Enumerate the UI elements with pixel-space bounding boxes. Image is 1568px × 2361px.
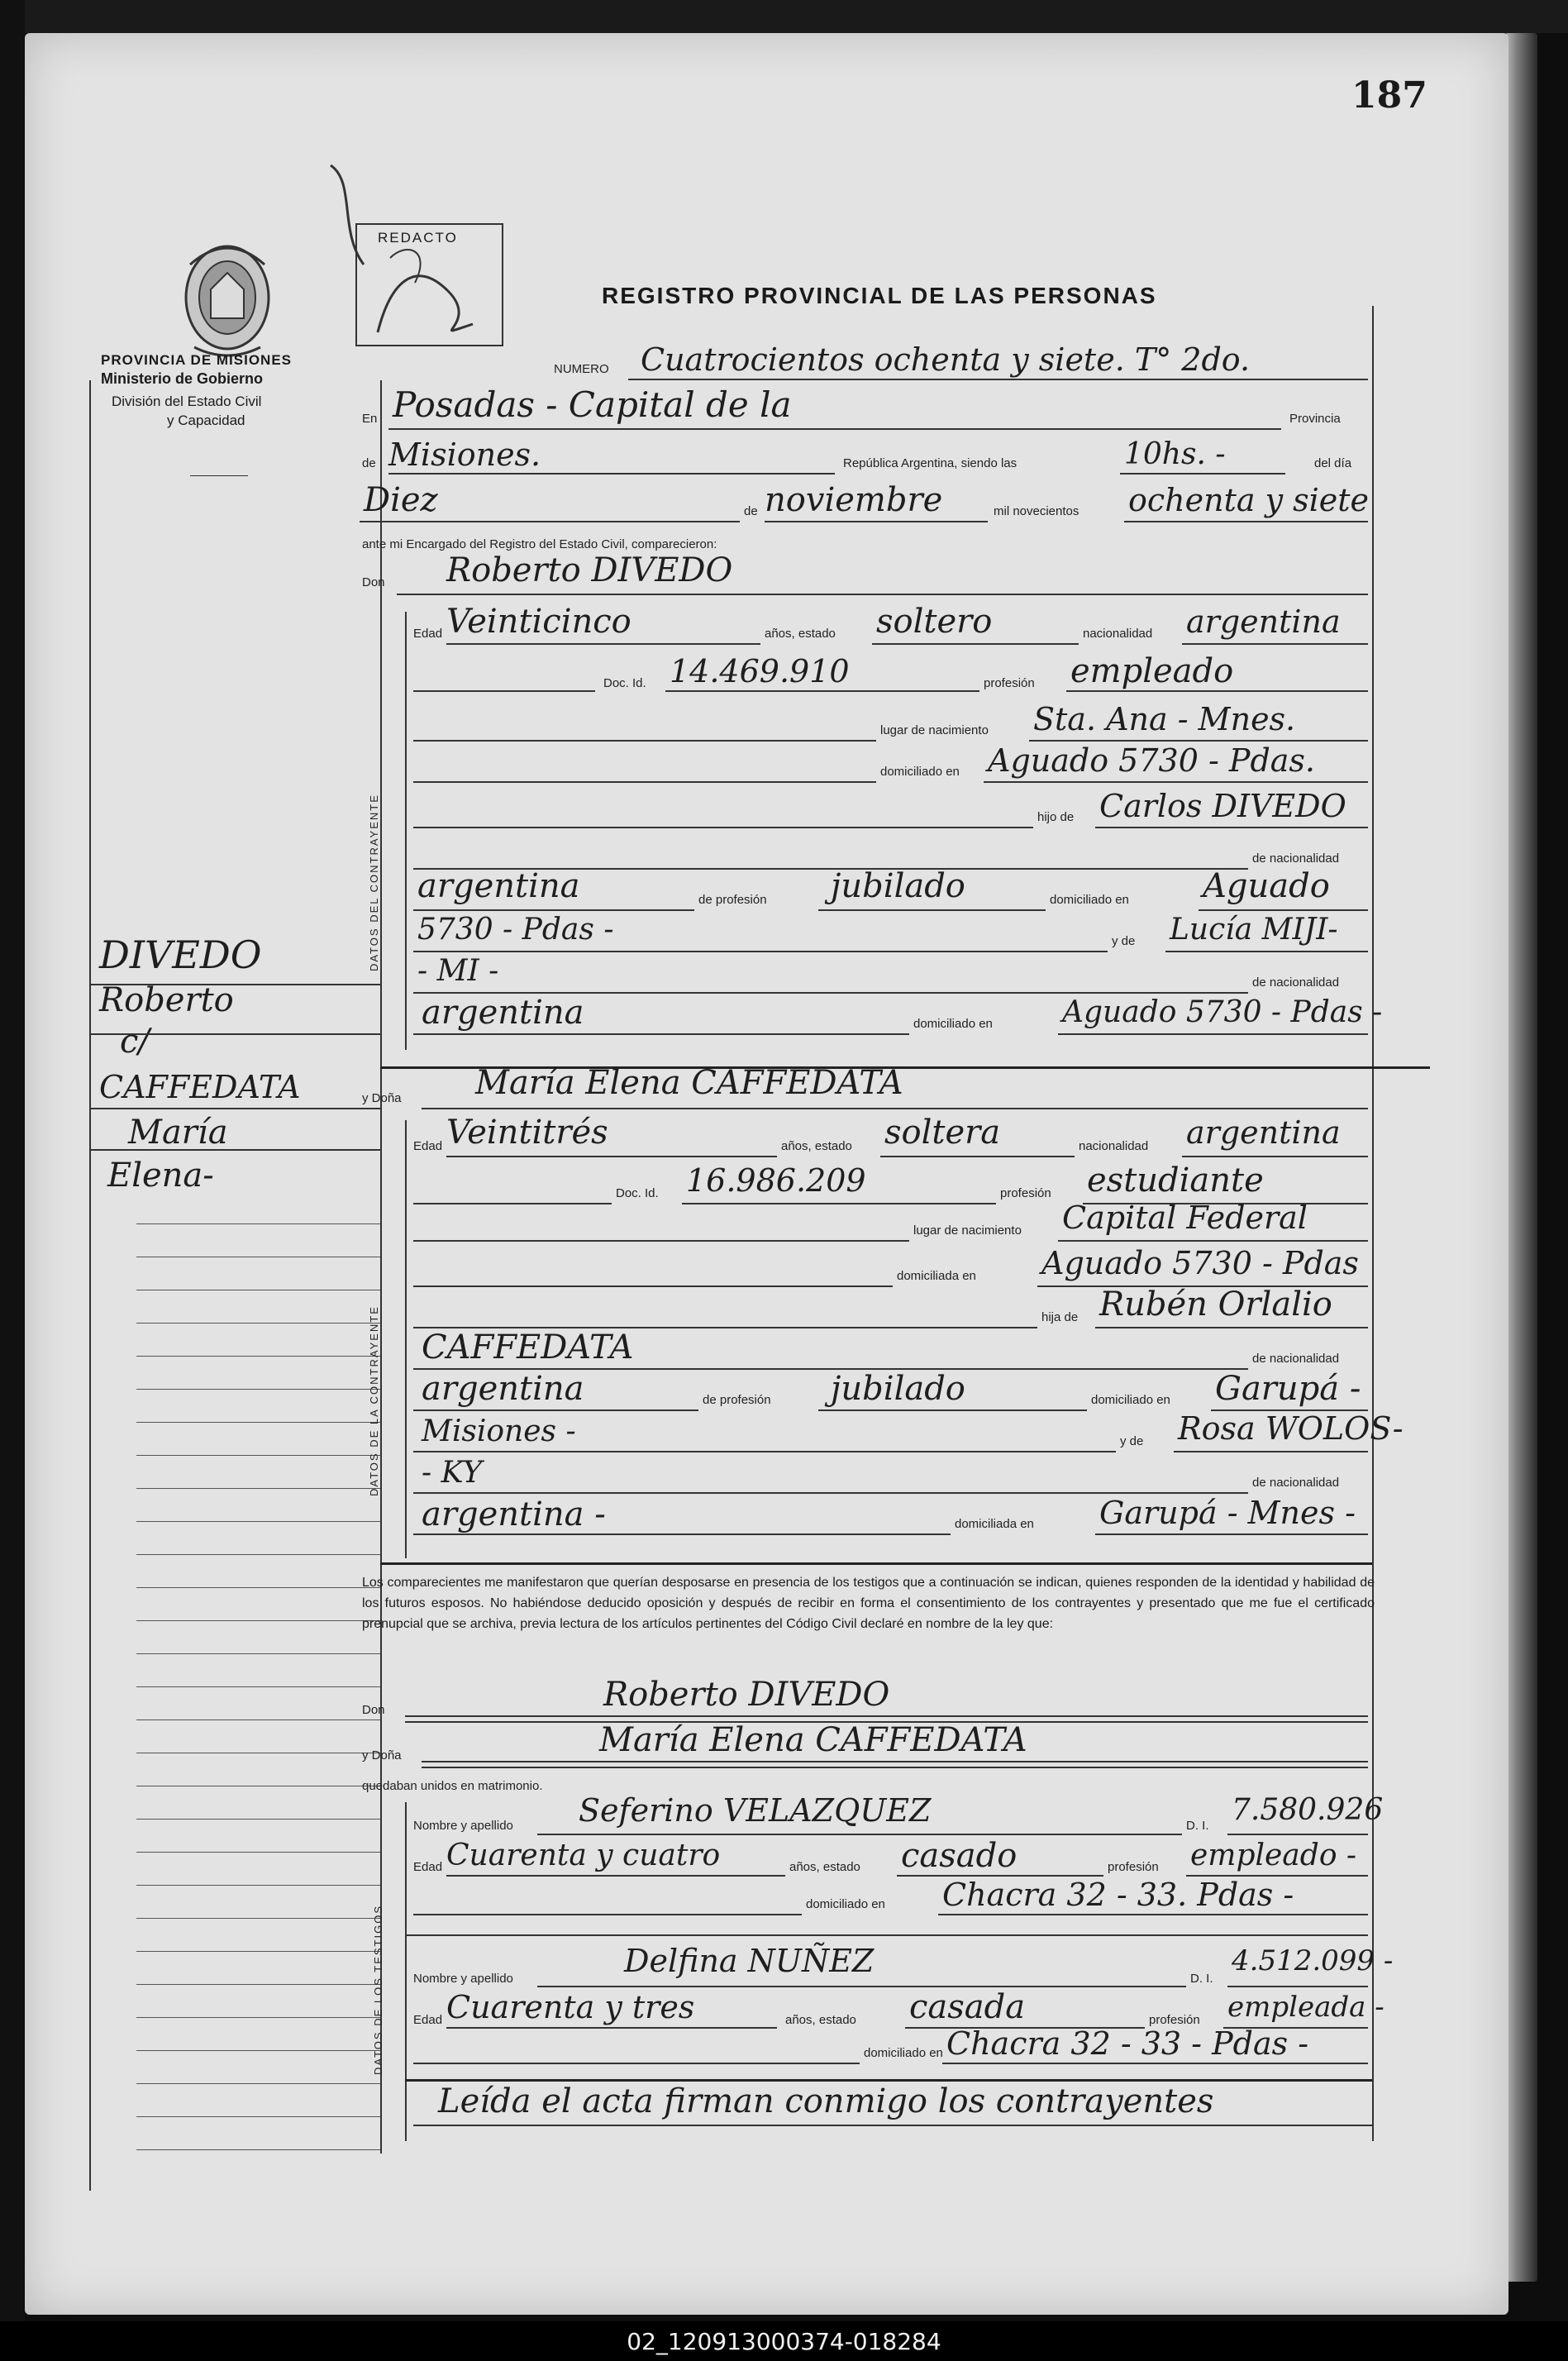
field-line <box>872 643 1079 645</box>
field-line <box>413 781 876 783</box>
margin-ruled-line <box>136 1422 380 1423</box>
margin-ruled-line <box>136 1455 380 1456</box>
margin-ruled-line <box>136 1719 380 1720</box>
field-line <box>413 951 1108 952</box>
entry-madre-1-nacionalidad: argentina <box>422 994 584 1032</box>
label-republica: República Argentina, siendo las <box>843 456 1018 470</box>
field-line <box>765 521 988 522</box>
entry-madre-2-nacionalidad: argentina - <box>422 1495 606 1533</box>
declaration-paragraph: Los comparecientes me manifestaron que querían desposarse en presencia de los testigos que a continuación se indican, quienes responden de la identidad y habilidad de los futuros esposos. No habiéndose deducido oposición y después de recibir en forma el consentimiento de los contrayentes y presentado que me fue el certificado prenupcial que se archiva, previa lectura de los artículos pertinentes del Código Civil declaré en nombre de la ley que: <box>362 1576 1375 1631</box>
entry-numero: Cuatrocientos ochenta y siete. T° 2do. <box>641 341 1251 378</box>
form-right-border <box>1372 306 1374 2141</box>
field-line <box>405 1934 1368 1936</box>
margin-ruled-line <box>136 1852 380 1853</box>
label-mil-novecientos: mil novecientos <box>994 504 1079 518</box>
label-nacionalidad: nacionalidad <box>1083 627 1153 641</box>
field-line <box>942 2063 1368 2064</box>
label-domiciliada: domiciliada en <box>897 1269 976 1283</box>
label-lugar-nacimiento: lugar de nacimiento <box>880 723 989 737</box>
field-line <box>1124 521 1368 522</box>
margin-note-line-1: DIVEDO <box>99 932 262 977</box>
section-divider <box>405 612 407 1050</box>
margin-divider <box>380 380 382 2154</box>
label-profesion-2: profesión <box>1000 1186 1051 1200</box>
stamp-scribble <box>357 225 502 345</box>
entry-testigo-2-nombre: Delfina NUÑEZ <box>624 1943 875 1979</box>
label-provincia: Provincia <box>1289 412 1341 426</box>
label-de-nacionalidad-4: de nacionalidad <box>1252 1476 1340 1490</box>
label-profesion: profesión <box>984 676 1035 690</box>
header-division: División del Estado Civil <box>112 394 262 409</box>
margin-note-line-2: Roberto <box>99 981 234 1019</box>
label-de-mes: de <box>744 504 758 518</box>
entry-anio: ochenta y siete <box>1128 482 1370 518</box>
margin-ruled-line <box>136 1951 380 1952</box>
label-de-profesion: de profesión <box>698 893 767 907</box>
section-divider <box>405 1802 407 2141</box>
field-line <box>665 690 979 692</box>
entry-profesion-1: empleado <box>1070 652 1234 690</box>
entry-domicilio-2: Aguado 5730 - Pdas <box>1041 1245 1359 1281</box>
entry-nacionalidad-2: argentina <box>1186 1114 1341 1151</box>
label-ante-mi: ante mi Encargado del Registro del Estado Civil, comparecieron: <box>362 537 717 551</box>
field-line <box>413 2125 1372 2126</box>
entry-padre-2-domicilio-2: Misiones - <box>422 1414 576 1448</box>
entry-padre-1: Carlos DIVEDO <box>1099 788 1346 824</box>
entry-madre-1a: Lucía MIJI- <box>1170 913 1338 947</box>
entry-testigo-2-di: 4.512.099 - <box>1232 1944 1394 1977</box>
entry-estado-1: soltero <box>876 603 993 641</box>
field-line <box>413 740 876 742</box>
label-anos-estado-2: años, estado <box>781 1139 852 1153</box>
field-line <box>446 1156 777 1157</box>
label-anos-estado-4: años, estado <box>785 2013 856 2027</box>
margin-ruled-line <box>136 1223 380 1224</box>
entry-testigo-1-edad: Cuarenta y cuatro <box>446 1839 721 1872</box>
entry-edad-1: Veinticinco <box>446 603 631 641</box>
label-de-nacionalidad-2: de nacionalidad <box>1252 975 1340 990</box>
label-nombre-apellido-2: Nombre y apellido <box>413 1972 513 1986</box>
entry-dona: María Elena CAFFEDATA <box>475 1064 903 1102</box>
margin-ruled-line <box>136 2050 380 2051</box>
entry-madre-1-domicilio: Aguado 5730 - Pdas - <box>1062 995 1383 1029</box>
label-y-de-2: y de <box>1120 1434 1144 1448</box>
field-line <box>1120 473 1285 475</box>
field-line <box>413 1409 698 1411</box>
document-title: REGISTRO PROVINCIAL DE LAS PERSONAS <box>602 283 1157 308</box>
register-page <box>25 33 1508 2315</box>
margin-ruled-line <box>136 1620 380 1621</box>
field-line <box>413 909 694 911</box>
label-domiciliado-5: domiciliado en <box>806 1897 885 1911</box>
label-y-de: y de <box>1112 934 1136 948</box>
label-lugar-nacimiento-2: lugar de nacimiento <box>913 1223 1022 1238</box>
margin-ruled-line <box>136 1356 380 1357</box>
entry-doc-2: 16.986.209 <box>686 1162 866 1199</box>
margin-ruled-line <box>136 2116 380 2117</box>
field-line <box>1095 1533 1368 1535</box>
field-line <box>360 521 740 522</box>
label-domiciliado: domiciliado en <box>880 765 960 779</box>
label-de-profesion-2: de profesión <box>703 1393 771 1407</box>
entry-hora: 10hs. - <box>1124 437 1226 471</box>
field-line <box>1095 827 1368 828</box>
label-del-dia: del día <box>1314 456 1352 470</box>
entry-testigo-2-domicilio: Chacra 32 - 33 - Pdas - <box>946 2025 1309 2062</box>
margin-ruled-line <box>136 2017 380 2018</box>
label-di-2: D. I. <box>1190 1972 1213 1986</box>
field-line <box>1182 1156 1368 1157</box>
header-ministry: Ministerio de Gobierno <box>101 370 264 387</box>
entry-dia: Diez <box>364 481 438 519</box>
margin-ruled-line <box>136 1984 380 1985</box>
entry-madre-2a: Rosa WOLOS- <box>1178 1410 1404 1447</box>
margin-ruled-line <box>136 1885 380 1886</box>
field-line <box>628 379 1368 380</box>
field-line <box>446 643 760 645</box>
margin-cell-line <box>89 1033 380 1035</box>
entry-testigo-1-di: 7.580.926 <box>1232 1793 1384 1827</box>
label-domiciliado-3: domiciliado en <box>913 1017 993 1031</box>
field-line <box>388 473 835 475</box>
margin-cell-line <box>89 984 380 985</box>
label-y-dona: y Doña <box>362 1091 402 1105</box>
entry-de: Misiones. <box>388 436 541 473</box>
label-y-dona-2: y Doña <box>362 1748 402 1762</box>
label-anos-estado: años, estado <box>765 627 836 641</box>
field-line <box>413 1203 612 1204</box>
margin-ruled-line <box>136 1554 380 1555</box>
field-line <box>413 1240 909 1242</box>
field-line <box>682 1203 996 1204</box>
entry-padre-2-profesion: jubilado <box>831 1370 965 1408</box>
entry-padre-2-domicilio-1: Garupá - <box>1215 1370 1361 1408</box>
entry-testigo-2-estado: casada <box>909 1988 1026 2026</box>
field-line <box>413 1914 802 1915</box>
margin-cell-line <box>89 1149 380 1151</box>
entry-edad-2: Veintitrés <box>446 1114 608 1152</box>
label-doc-id-2: Doc. Id. <box>616 1186 659 1200</box>
field-line <box>818 909 1046 911</box>
section-separator <box>405 2079 1372 2082</box>
label-domiciliado-4: domiciliado en <box>1091 1393 1170 1407</box>
page-number: 187 <box>1351 74 1427 117</box>
margin-ruled-line <box>136 2149 380 2150</box>
entry-padre-1-domicilio-2: 5730 - Pdas - <box>417 913 614 947</box>
field-line <box>818 1409 1087 1411</box>
label-de: de <box>362 456 376 470</box>
field-line <box>413 690 595 692</box>
field-line <box>880 1156 1075 1157</box>
entry-closing: Leída el acta firman conmigo los contrayentes <box>438 2082 1214 2120</box>
footer-bar <box>0 2321 1568 2361</box>
field-line <box>422 1761 1368 1762</box>
header-province: PROVINCIA DE MISIONES <box>101 352 293 368</box>
margin-ruled-line <box>136 1819 380 1820</box>
margin-note-line-3: c/ <box>120 1023 150 1061</box>
field-line <box>413 1285 893 1287</box>
entry-profesion-2: estudiante <box>1087 1161 1264 1200</box>
field-line <box>537 1986 1186 1987</box>
entry-padre-1-nacionalidad: argentina <box>417 867 580 905</box>
coat-of-arms-icon <box>174 231 281 364</box>
field-line <box>422 1767 1368 1768</box>
field-line <box>1174 1451 1368 1452</box>
entry-nacionalidad-1: argentina <box>1186 603 1341 640</box>
field-line <box>1058 1033 1368 1035</box>
margin-ruled-line <box>136 1653 380 1654</box>
entry-padre-2-nacionalidad: argentina <box>422 1370 584 1408</box>
margin-ruled-line <box>136 1389 380 1390</box>
margin-note-line-4: CAFFEDATA <box>99 1069 301 1105</box>
field-line <box>413 1533 951 1535</box>
entry-testigo-2-profesion: empleada - <box>1227 1991 1385 2024</box>
field-line <box>413 1451 1116 1452</box>
label-di: D. I. <box>1186 1819 1209 1833</box>
margin-ruled-line <box>136 1488 380 1489</box>
label-don-2: Don <box>362 1703 385 1717</box>
header-divider <box>190 475 248 476</box>
entry-madre-2-domicilio: Garupá - Mnes - <box>1099 1495 1356 1531</box>
label-domiciliado-2: domiciliado en <box>1050 893 1129 907</box>
entry-lugar-2: Capital Federal <box>1062 1200 1308 1236</box>
entry-madre-2b: - KY <box>422 1456 483 1490</box>
margin-note-line-6: Elena- <box>107 1157 214 1195</box>
label-hija-de: hija de <box>1041 1310 1079 1324</box>
book-binding-right <box>1504 33 1537 2282</box>
margin-ruled-line <box>136 1587 380 1588</box>
entry-declared-don: Roberto DIVEDO <box>603 1676 890 1714</box>
footer-id: 02_120913000374-018284 <box>627 2328 941 2355</box>
field-line <box>1199 909 1368 911</box>
section-divider <box>405 1120 407 1558</box>
left-margin-line <box>89 380 91 2191</box>
entry-lugar-1: Sta. Ana - Mnes. <box>1033 701 1296 737</box>
field-line <box>413 827 1033 828</box>
section-label-contrayenta: DATOS DE LA CONTRAYENTE <box>368 1305 380 1496</box>
entry-don: Roberto DIVEDO <box>446 551 733 589</box>
section-separator <box>380 1562 1372 1565</box>
entry-testigo-1-nombre: Seferino VELAZQUEZ <box>579 1792 932 1829</box>
field-line <box>413 2063 860 2064</box>
label-don: Don <box>362 575 385 589</box>
margin-ruled-line <box>136 2083 380 2084</box>
margin-ruled-line <box>136 1521 380 1522</box>
stamp-signature-stroke <box>322 157 372 273</box>
entry-declared-dona: María Elena CAFFEDATA <box>599 1721 1027 1759</box>
entry-padre-1-profesion: jubilado <box>831 867 965 905</box>
entry-testigo-1-domicilio: Chacra 32 - 33. Pdas - <box>942 1877 1294 1913</box>
field-line <box>422 1108 1368 1109</box>
entry-mes: noviembre <box>765 481 943 519</box>
field-line <box>446 2027 777 2029</box>
top-background <box>0 0 1568 33</box>
field-line <box>413 1492 1248 1494</box>
label-profesion-3: profesión <box>1108 1860 1159 1874</box>
label-de-nacionalidad: de nacionalidad <box>1252 851 1340 866</box>
label-edad-4: Edad <box>413 2013 443 2027</box>
label-domiciliado-6: domiciliado en <box>864 2046 943 2060</box>
field-line <box>388 428 1281 430</box>
margin-ruled-line <box>136 1686 380 1687</box>
section-label-contrayente: DATOS DEL CONTRAYENTE <box>368 794 380 971</box>
label-doc-id: Doc. Id. <box>603 676 646 690</box>
entry-padre-1-domicilio-1: Aguado <box>1203 867 1330 905</box>
entry-doc-1: 14.469.910 <box>670 653 850 689</box>
field-line <box>1058 1240 1368 1242</box>
header-division-2: y Capacidad <box>167 413 245 428</box>
field-line <box>1227 1986 1368 1987</box>
margin-note-line-5: María <box>128 1114 228 1152</box>
entry-testigo-1-estado: casado <box>901 1837 1018 1875</box>
label-numero: NUMERO <box>554 362 609 376</box>
entry-domicilio-1: Aguado 5730 - Pdas. <box>988 742 1316 779</box>
label-en: En <box>362 412 378 426</box>
field-line <box>397 594 1368 595</box>
entry-en: Posadas - Capital de la <box>393 384 792 425</box>
field-line <box>1095 1327 1368 1328</box>
entry-padre-2a: Rubén Orlalio <box>1099 1285 1332 1324</box>
entry-testigo-1-profesion: empleado - <box>1190 1839 1357 1872</box>
label-nombre-apellido: Nombre y apellido <box>413 1819 513 1833</box>
label-domiciliada-2: domiciliada en <box>955 1517 1034 1531</box>
margin-ruled-line <box>136 1918 380 1919</box>
field-line <box>405 1715 1368 1717</box>
label-anos-estado-3: años, estado <box>789 1860 860 1874</box>
section-label-testigos: DATOS DE LOS TESTIGOS <box>372 1905 384 2075</box>
margin-cell-line <box>89 1108 380 1109</box>
field-line <box>1182 643 1368 645</box>
entry-testigo-2-edad: Cuarenta y tres <box>446 1989 695 2025</box>
field-line <box>1066 690 1368 692</box>
label-de-nacionalidad-3: de nacionalidad <box>1252 1352 1340 1366</box>
label-profesion-4: profesión <box>1149 2013 1200 2027</box>
field-line <box>1029 740 1368 742</box>
label-edad: Edad <box>413 627 443 641</box>
label-edad-3: Edad <box>413 1860 443 1874</box>
field-line <box>1227 1834 1368 1835</box>
field-line <box>984 781 1368 783</box>
field-line <box>446 1875 785 1877</box>
stamp-label: REDACTO <box>378 230 458 246</box>
label-edad-2: Edad <box>413 1139 443 1153</box>
entry-madre-1b: - MI - <box>417 954 499 988</box>
field-line <box>413 1033 909 1035</box>
entry-estado-2: soltera <box>884 1114 1001 1152</box>
field-line <box>537 1834 1182 1835</box>
field-line <box>938 1914 1368 1915</box>
label-quedaban: quedaban unidos en matrimonio. <box>362 1779 543 1793</box>
label-hijo-de: hijo de <box>1037 810 1075 824</box>
redacto-stamp <box>355 223 503 346</box>
entry-padre-2b: CAFFEDATA <box>422 1328 634 1367</box>
label-nacionalidad-2: nacionalidad <box>1079 1139 1149 1153</box>
book-binding-left <box>0 0 25 2361</box>
field-line <box>1165 951 1368 952</box>
margin-ruled-line <box>136 1323 380 1324</box>
